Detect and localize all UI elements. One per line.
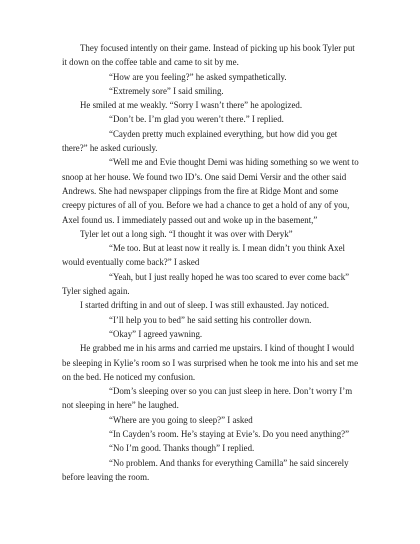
paragraph: “How are you feeling?” he asked sympathetically.: [109, 71, 287, 82]
paragraph: I started drifting in and out of sleep. I was still exhausted. Jay noticed.: [80, 300, 329, 311]
page-body: [62, 41, 360, 484]
paragraph: “No I’m good. Thanks though” I replied.: [109, 443, 255, 454]
paragraph: “I’ll help you to bed” he said setting his controller down.: [109, 314, 312, 325]
paragraph: He grabbed me in his arms and carried me upstairs. I kind of thought I would be sleeping in Kylie’s room so I was surprised when he took me into his and set me on the bed. He noticed my confusion.: [62, 343, 359, 382]
paragraph: Tyler sighed again.: [62, 286, 130, 297]
paragraph: “Okay” I agreed yawning.: [109, 328, 203, 339]
paragraph: “No problem. And thanks for everything Camilla” he said sincerely before leaving the room.: [62, 457, 349, 482]
paragraph: “Extremely sore” I said smiling.: [109, 85, 224, 96]
paragraph: “Me too. But at least now it really is. I mean didn’t you think Axel would eventually come back?” I asked: [62, 243, 345, 268]
paragraph: “Well me and Evie thought Demi was hiding something so we went to snoop at her house. We found two ID’s. One said Demi Versir and the other said Andrews. She had newspaper clippings from the fire at Ridge Mont and some creepy pictures of all of you. Before we had a chance to get a hold of any of you, Axel found us. I immediately passed out and woke up in the basement,”: [62, 157, 359, 225]
paragraph: “Cayden pretty much explained everything, but how did you get there?” he asked curiously.: [62, 128, 338, 154]
paragraph: He smiled at me weakly. “Sorry I wasn’t there” he apologized.: [80, 100, 303, 111]
paragraph: “Where are you going to sleep?” I asked: [109, 414, 253, 425]
paragraph: They focused intently on their game. Instead of picking up his book Tyler put it down on the coffee table and came to sit by me.: [62, 43, 355, 68]
paragraph: “In Cayden’s room. He’s staying at Evie’s. Do you need anything?”: [109, 429, 350, 440]
paragraph: “Dom’s sleeping over so you can just sleep in here. Don’t worry I’m not sleeping in here” he laughed.: [62, 386, 353, 411]
paragraph: Tyler let out a long sigh. “I thought it was over with Deryk”: [80, 228, 293, 239]
paragraph: “Don’t be. I’m glad you weren’t there.” I replied.: [109, 114, 284, 125]
paragraph: “Yeah, but I just really hoped he was too scared to ever come back”: [109, 271, 350, 282]
